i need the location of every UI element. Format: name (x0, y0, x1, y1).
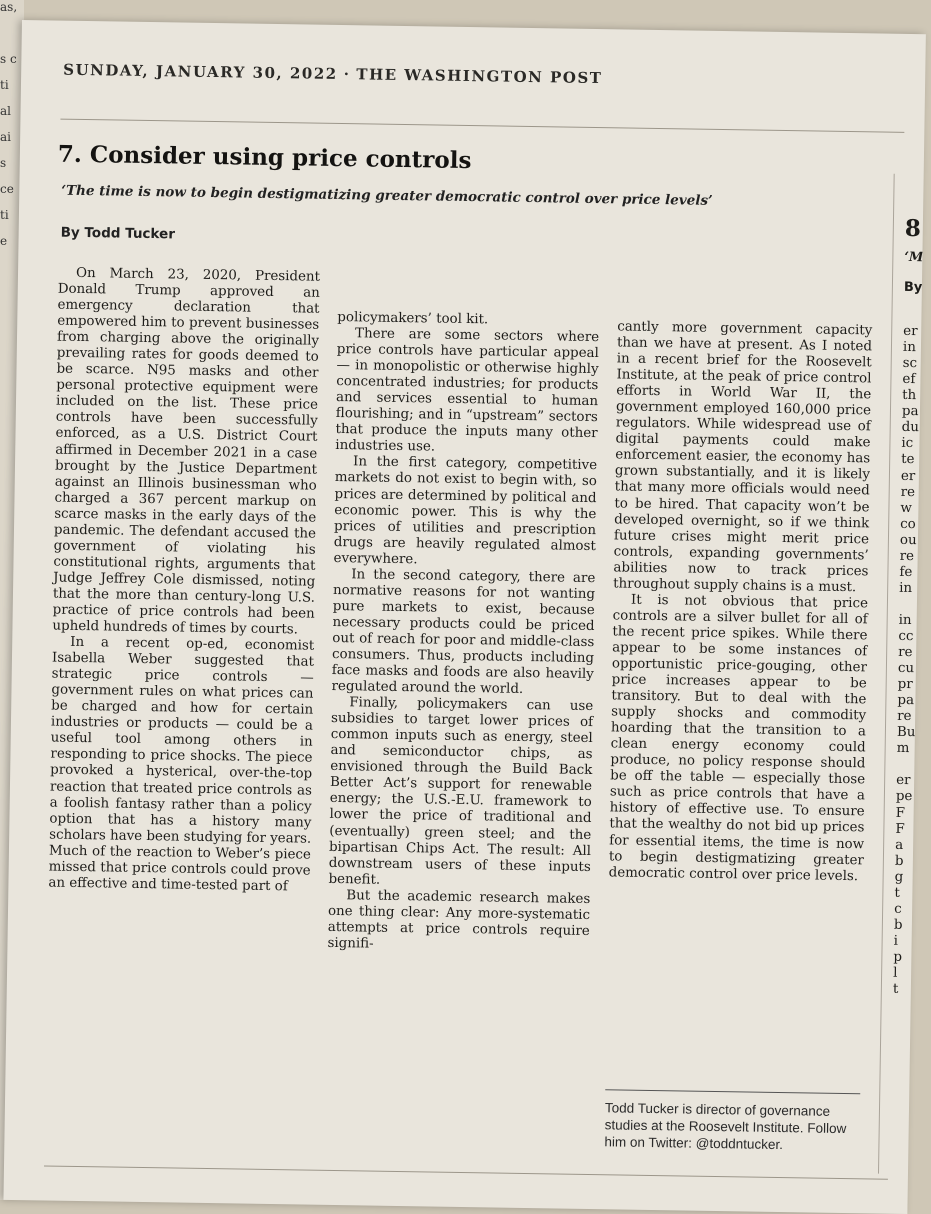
next-article-text-fragment: m (896, 741, 910, 757)
previous-page-fragment (0, 26, 24, 52)
next-article-text-fragment: Bu (896, 725, 916, 741)
previous-page-fragment: e (0, 234, 8, 248)
previous-page-fragment: al (0, 104, 11, 118)
previous-page-fragment: ce (0, 182, 14, 196)
next-article-text-fragment: p (893, 949, 903, 965)
article-deck: ‘The time is now to begin destigmatizing greater democratic control over price levels’ (61, 182, 713, 209)
issue-date: SUNDAY, JANUARY 30, 2022 (63, 60, 338, 83)
next-article-text-fragment: b (894, 853, 904, 869)
paragraph: In the second category, there are normative reasons for not wanting pure markets to exist, because necessary products could be priced out of reach for poor and middle-class consumers. Thus, products including face masks and foods are also heavily regulated around the world. (331, 566, 596, 698)
next-article-text-fragment: er (900, 468, 916, 484)
author-bio: Todd Tucker is director of governance studies at the Roosevelt Institute. Follow him on Twitter: @toddntucker. (604, 1100, 847, 1153)
next-article-text-fragment: re (899, 548, 915, 564)
next-article-text-fragment: pr (897, 676, 913, 693)
footer-rule (44, 1165, 888, 1179)
next-article-text-fragment: ic (901, 436, 914, 452)
header-rule (60, 119, 904, 133)
next-article-text-fragment: in (902, 340, 917, 356)
next-article-text-fragment: b (893, 917, 903, 933)
next-article-text-fragment: t (892, 981, 899, 997)
column-divider (878, 174, 895, 1174)
next-article-text-fragment: re (898, 644, 913, 661)
paragraph: It is not obvious that price controls are a silver bullet for all of the recent price spikes. While there appear to be some instances of opportunistic price-gouging, other price increases appear to be transitory. But to deal with the supply shocks and commodity hoarding that the transition to a clean energy economy could produce, no policy response should be off the table — especially those such as price controls that have a history of effective use. To ensure that the wealthy do not bid up prices for essential items, the time is now to begin destigmatizing greater democratic control over price levels. (608, 592, 869, 884)
next-article-text-fragment: in (899, 580, 913, 596)
next-article-fragment (893, 214, 926, 999)
next-article-text-fragment: ou (899, 532, 917, 548)
previous-page-fragment: as, (0, 0, 18, 14)
paper-name: THE WASHINGTON POST (356, 65, 603, 88)
next-article-text-fragment: sc (902, 356, 918, 372)
next-article-text-fragment: re (900, 484, 916, 500)
next-article-text-fragment: te (901, 452, 915, 468)
next-article-text-fragment: i (893, 933, 899, 949)
next-article-text-fragment: re (897, 709, 912, 725)
next-article-text-fragment: c (894, 901, 902, 917)
previous-page-fragment: ti (0, 78, 9, 92)
next-article-text-fragment: cc (898, 628, 914, 645)
next-article-text-fragment: cu (897, 660, 915, 677)
next-article-text-fragment: t (894, 885, 900, 901)
next-article-text-fragment: er (903, 323, 918, 340)
bio-rule (605, 1089, 860, 1094)
next-article-text-fragment (896, 757, 926, 774)
paragraph: In a recent op-ed, economist Isabella Weber suggested that strategic price controls — government rules on what prices can be charged and how for certain industries or products — could be a useful tool among others in responding to price shocks. The piece provoked a hysterical, over-the-top reaction that treated price controls as a foolish fantasy rather than a policy option that has a history many scholars have been studying for years. Much of the reaction to Weber’s piece missed that price controls could prove an effective and time-tested part of (48, 634, 315, 895)
column-3 (609, 319, 873, 885)
next-article-text-fragment: du (901, 420, 920, 436)
next-article-text-fragment: l (893, 965, 898, 981)
next-article-text-fragment: co (900, 516, 916, 532)
next-article-text-fragment: fe (899, 564, 913, 580)
newspaper-page (3, 20, 925, 1214)
column-2 (327, 310, 599, 956)
next-article-text-fragment: F (895, 821, 905, 837)
paragraph: Finally, policymakers can use subsidies to target lower prices of common inputs such as energy, steel and semiconductor chips, as envisioned through the Build Back Better Act’s support for renewable energy; the U.S.-E.U. framework to lower the price of traditional and (eventually) green steel; and the bipartisan Chips Act. The result: All downstream users of these inputs benefit. (328, 695, 594, 888)
next-article-text-fragment: ef (902, 372, 916, 388)
next-article-text-fragment: F (895, 805, 906, 821)
next-article-text-fragment: w (900, 500, 913, 516)
previous-page-fragment: s (0, 156, 7, 170)
dateline (63, 61, 602, 87)
previous-page-fragment: ti (0, 208, 9, 222)
next-article-text-fragment: er (896, 773, 911, 789)
paragraph: cantly more government capacity than we have at present. As I noted in a recent brief for the Roosevelt Institute, at the peak of price control efforts in World War II, the government employed 160,000 price regulators. While widespread use of digital payments could make enforcement easier, the economy has grown substantially, and it is likely that many more officials would need to be hired. That capacity won’t be developed overnight, so if we think future crises might merit price controls, expanding governments’ abilities now to track prices throughout supply chains is a must. (613, 319, 873, 595)
next-article-text-fragment: pa (901, 404, 919, 420)
paragraph: On March 23, 2020, President Donald Trump approved an emergency declaration that empowered him to prevent businesses from charging above the originally prevailing rates for goods deemed to be scarce. N95 masks and other personal protective equipment were included on the list. These price controls have been successfully enforced, as a U.S. District Court affirmed in December 2021 in a case brought by the Justice Department against an Illinois businessman who charged a 367 percent markup on scarce masks in the early days of the pandemic. The defendant accused the government of violating his constitutional rights, arguments that Judge Jeffrey Cole dismissed, noting that the more than century-long U.S. practice of price controls had been upheld hundreds of times by courts. (52, 265, 321, 638)
previous-page-fragment: ai (0, 130, 11, 144)
next-article-number: 8 (904, 214, 922, 243)
next-article-text-fragment: in (898, 612, 912, 628)
next-article-text-fragment: th (902, 388, 917, 404)
next-article-text-fragment: pe (895, 789, 913, 805)
next-article-text-fragment: pa (897, 693, 915, 709)
dateline-separator: · (343, 65, 351, 84)
next-article-text-fragment: a (895, 837, 904, 853)
paragraph: policymakers’ tool kit. (337, 309, 489, 328)
byline: By Todd Tucker (60, 224, 176, 243)
article-title: 7. Consider using price controls (57, 140, 472, 175)
previous-page-fragment: s c (0, 52, 17, 66)
paragraph: There are some sectors where price controls have particular appeal — in monopolistic or otherwise highly concentrated industries; for products and services essential to human flourishing; and in “upstream” sectors that produce the inputs many other industries use. (335, 326, 600, 455)
next-article-deck: ‘M (904, 249, 924, 266)
paragraph: But the academic research makes one thing clear: Any more-systematic attempts at price controls require signifi- (327, 887, 591, 952)
next-article-byline: By (903, 279, 923, 296)
paragraph: In the first category, competitive markets do not exist to begin with, so prices are determined by political and economic power. This is why the prices of utilities and prescription drugs are heavily regulated almost everywhere. (333, 454, 598, 567)
next-article-text-fragment: g (894, 869, 904, 885)
column-1 (48, 266, 320, 896)
next-article-text-fragment (899, 597, 926, 614)
